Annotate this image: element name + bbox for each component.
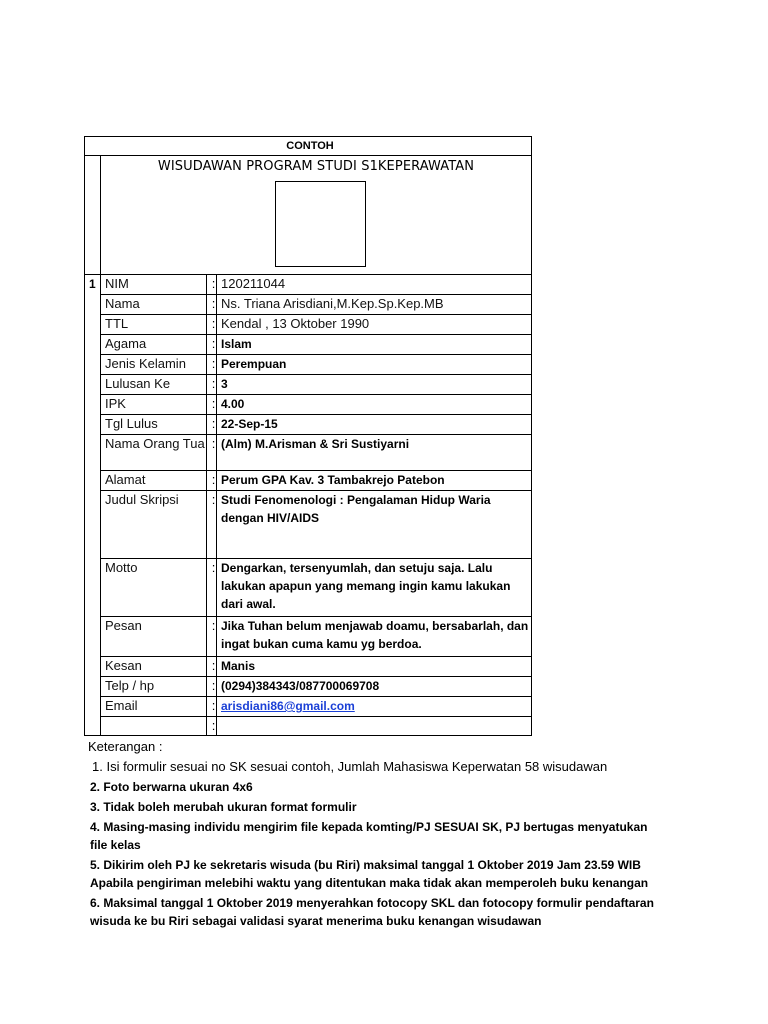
field-colon: : [207,275,217,295]
note-item: 3. Tidak boleh merubah ukuran format formulir [90,800,357,814]
field-value-alamat: Perum GPA Kav. 3 Tambakrejo Patebon [217,471,532,491]
photo-placeholder [275,181,366,267]
note-item: 1. Isi formulir sesuai no SK sesuai contoh, Jumlah Mahasiswa Keperwatan 58 wisudawan [92,759,608,774]
field-row-motto [85,559,532,617]
field-value-nama-orang-tua: (Alm) M.Arisman & Sri Sustiyarni [217,435,532,471]
field-label: Pesan [101,617,207,657]
field-label: Motto [101,559,207,617]
field-colon: : [207,491,217,559]
field-value-motto: Dengarkan, tersenyumlah, dan setuju saja. Lalu lakukan apapun yang memang ingin kamu lakukan dari awal. [217,559,532,617]
field-label: Jenis Kelamin [101,355,207,375]
field-label: IPK [101,395,207,415]
field-colon: : [207,697,217,717]
field-label-empty [101,717,207,736]
field-colon: : [207,617,217,657]
field-colon: : [207,657,217,677]
title-row-number-cell [85,156,101,275]
field-row-ipk [85,395,532,415]
field-colon: : [207,315,217,335]
field-label: Telp / hp [101,677,207,697]
field-value-nama: Ns. Triana Arisdiani,M.Kep.Sp.Kep.MB [217,295,532,315]
field-row-agama [85,335,532,355]
field-label: NIM [101,275,207,295]
field-row-nama-orang-tua [85,435,532,471]
field-value-nim: 120211044 [217,275,532,295]
field-colon: : [207,435,217,471]
field-row-jenis-kelamin [85,355,532,375]
field-row-pesan [85,617,532,657]
field-row-email [85,697,532,717]
field-colon: : [207,355,217,375]
field-value-judul-skripsi: Studi Fenomenologi : Pengalaman Hidup Waria dengan HIV/AIDS [217,491,532,559]
field-value-agama: Islam [217,335,532,355]
field-label: Nama [101,295,207,315]
notes-section [88,738,668,932]
form-header-row [85,137,532,156]
field-label: Agama [101,335,207,355]
field-row-lulusan-ke [85,375,532,395]
field-label: Lulusan Ke [101,375,207,395]
field-row-ttl [85,315,532,335]
field-colon: : [207,717,217,736]
field-label: Nama Orang Tua [101,435,207,471]
field-value-ttl: Kendal , 13 Oktober 1990 [217,315,532,335]
field-row-kesan [85,657,532,677]
field-label: Kesan [101,657,207,677]
note-item: 6. Maksimal tanggal 1 Oktober 2019 menyerahkan fotocopy SKL dan fotocopy formulir pendaftaran wisuda ke bu Riri sebagai validasi syarat menerima buku kenangan wisudawan [90,896,654,928]
field-value-email-cell [217,697,532,717]
field-label: Tgl Lulus [101,415,207,435]
graduate-form-table [84,136,532,736]
field-colon: : [207,415,217,435]
field-value-kesan: Manis [217,657,532,677]
note-item: 5. Dikirim oleh PJ ke sekretaris wisuda (bu Riri) maksimal tanggal 1 Oktober 2019 Jam 23.59 WIB Apabila pengiriman melebihi waktu yang ditentukan maka tidak akan memperoleh buku kenangan [90,858,649,890]
field-row-tgl-lulus [85,415,532,435]
field-label: Email [101,697,207,717]
field-row-alamat [85,471,532,491]
field-label: Judul Skripsi [101,491,207,559]
field-value-empty [217,717,532,736]
field-colon: : [207,677,217,697]
field-label: Alamat [101,471,207,491]
note-item: 4. Masing-masing individu mengirim file kepada komting/PJ SESUAI SK, PJ bertugas menyatukan file kelas [90,820,648,852]
field-colon: : [207,295,217,315]
field-value-lulusan-ke: 3 [217,375,532,395]
field-label: TTL [101,315,207,335]
field-value-telp: (0294)384343/087700069708 [217,677,532,697]
row-number: 1 [85,275,101,736]
notes-heading: Keterangan : [88,739,163,754]
field-row-judul-skripsi [85,491,532,559]
form-header: CONTOH [85,137,532,156]
field-value-pesan: Jika Tuhan belum menjawab doamu, bersabarlah, dan ingat bukan cuma kamu yg berdoa. [217,617,532,657]
field-value-tgl-lulus: 22-Sep-15 [217,415,532,435]
field-colon: : [207,559,217,617]
note-item: 2. Foto berwarna ukuran 4x6 [90,780,253,794]
field-colon: : [207,471,217,491]
field-row-empty [85,717,532,736]
field-row-telp [85,677,532,697]
field-row-nim [85,275,532,295]
title-cell [101,156,532,275]
email-link[interactable]: arisdiani86@gmail.com [221,699,355,713]
form-title: WISUDAWAN PROGRAM STUDI S1KEPERAWATAN [157,159,475,174]
field-colon: : [207,375,217,395]
field-colon: : [207,395,217,415]
field-row-nama [85,295,532,315]
field-colon: : [207,335,217,355]
field-value-ipk: 4.00 [217,395,532,415]
field-value-jenis-kelamin: Perempuan [217,355,532,375]
form-title-row [85,156,532,275]
